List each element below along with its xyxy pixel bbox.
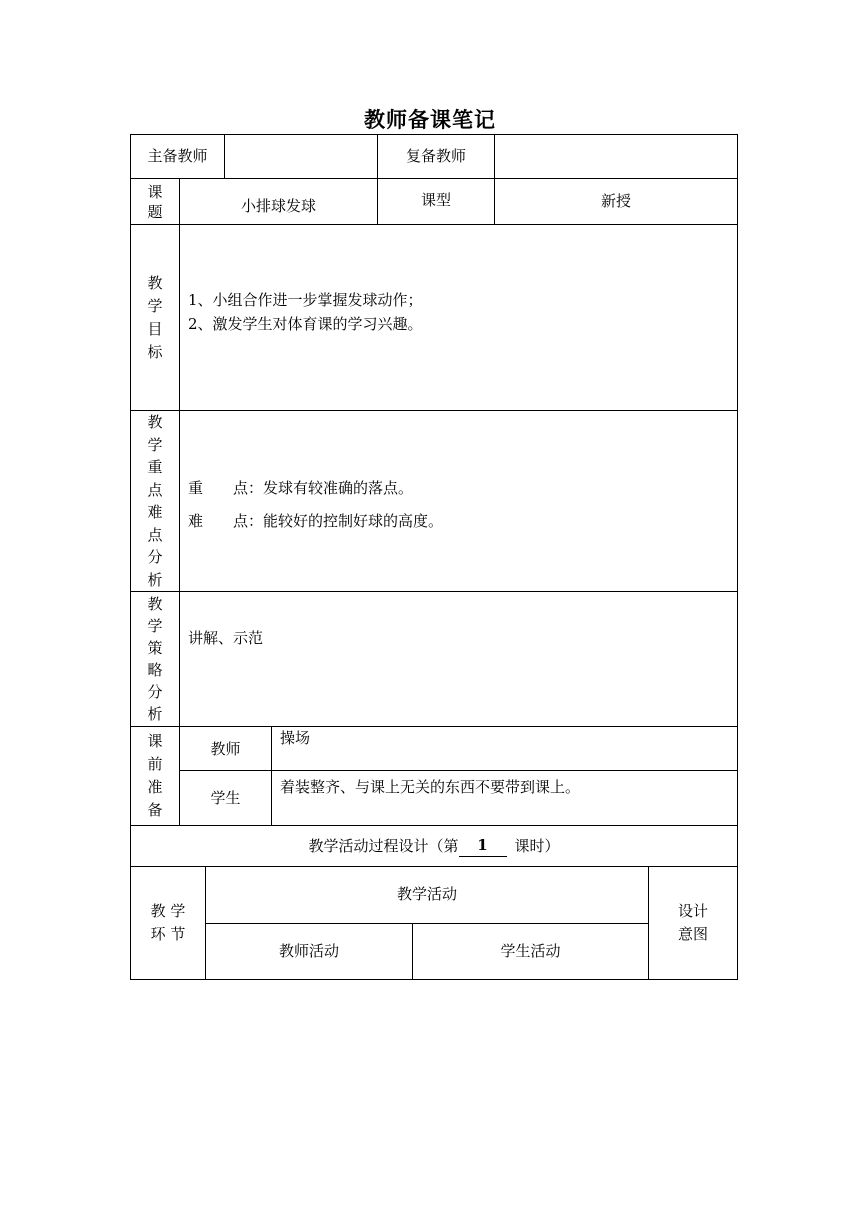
preparation-label-char: 备 <box>147 801 163 819</box>
strategy-label-char: 策 <box>147 639 163 657</box>
key-points-label-char: 教 <box>147 413 163 431</box>
objectives-label-char: 学 <box>147 296 163 315</box>
difficult-point-label: 难 点： <box>188 512 264 530</box>
key-points-label-char: 点 <box>147 480 163 499</box>
strategy-label-char: 学 <box>147 617 163 635</box>
key-point-line <box>188 478 728 499</box>
preparation-label-char: 前 <box>147 755 163 773</box>
row-divider <box>130 410 738 411</box>
prep-student-text: 着装整齐、与课上无关的东西不要带到课上。 <box>280 778 581 796</box>
segment-label-line: 环 节 <box>150 925 186 943</box>
difficult-point-text: 能较好的控制好球的高度。 <box>263 512 444 530</box>
strategy-label-char: 略 <box>147 661 163 679</box>
topic-label <box>131 179 179 224</box>
col-divider <box>271 726 272 825</box>
key-point-text: 发球有较准确的落点。 <box>263 479 414 497</box>
objectives-label <box>131 225 179 410</box>
lesson-number: 1 <box>459 835 507 857</box>
row-divider <box>130 591 738 592</box>
key-points-label-char: 析 <box>147 570 163 589</box>
backup-teacher-label: 复备教师 <box>405 147 466 165</box>
type-value: 新授 <box>600 192 631 210</box>
preparation-label <box>131 727 179 825</box>
segment-label <box>131 867 205 979</box>
prep-teacher-text: 操场 <box>280 729 311 747</box>
preparation-label-char: 课 <box>147 732 163 750</box>
objectives-label-char: 标 <box>147 342 163 361</box>
objective-line: 2、激发学生对体育课的学习兴趣。 <box>188 315 423 333</box>
preparation-label-char: 准 <box>147 778 163 796</box>
table-border-bottom <box>130 979 738 980</box>
process-prefix: 教学活动过程设计（第 <box>308 836 459 855</box>
design-intent-label <box>649 867 737 979</box>
activity-label: 教学活动 <box>396 884 457 903</box>
key-point-label: 重 点： <box>188 479 264 497</box>
student-activity-label: 学生活动 <box>500 942 561 960</box>
prep-student-label: 学生 <box>210 788 241 807</box>
segment-label-line: 教 学 <box>150 902 186 920</box>
design-intent-line: 设计 <box>677 902 708 920</box>
objectives-content <box>188 288 728 336</box>
key-points-label-char: 点 <box>147 525 163 544</box>
objectives-label-char: 目 <box>147 319 163 338</box>
strategy-label-char: 分 <box>147 683 163 701</box>
prep-teacher-label: 教师 <box>210 740 241 758</box>
page-title: 教师备课笔记 <box>364 107 496 132</box>
key-points-label-char: 分 <box>147 548 163 566</box>
teacher-activity-label: 教师活动 <box>278 942 339 960</box>
topic-value: 小排球发球 <box>240 197 316 215</box>
strategy-label-char: 析 <box>147 705 163 723</box>
main-teacher-label: 主备教师 <box>147 147 208 165</box>
key-points-label-char: 难 <box>147 503 163 521</box>
topic-label-char: 题 <box>147 202 163 221</box>
backup-teacher-value <box>495 135 737 178</box>
table-border-right <box>737 134 738 980</box>
strategy-label-char: 教 <box>147 595 163 613</box>
strategy-text: 讲解、示范 <box>188 629 264 647</box>
key-points-label-char: 重 <box>147 458 163 476</box>
row-divider <box>130 224 738 225</box>
topic-label-char: 课 <box>147 182 163 201</box>
main-teacher-value <box>225 135 377 178</box>
type-label: 课型 <box>420 191 451 209</box>
design-intent-line: 意图 <box>677 925 708 943</box>
objectives-label-char: 教 <box>147 273 163 292</box>
objective-line: 1、小组合作进一步掌握发球动作； <box>188 291 423 309</box>
strategy-label <box>131 592 179 726</box>
difficult-point-line <box>188 511 728 532</box>
process-title <box>131 826 737 866</box>
lesson-plan-table <box>130 134 738 980</box>
key-points-label <box>131 411 179 591</box>
process-suffix: 课时） <box>514 836 560 855</box>
key-points-label-char: 学 <box>147 435 163 454</box>
